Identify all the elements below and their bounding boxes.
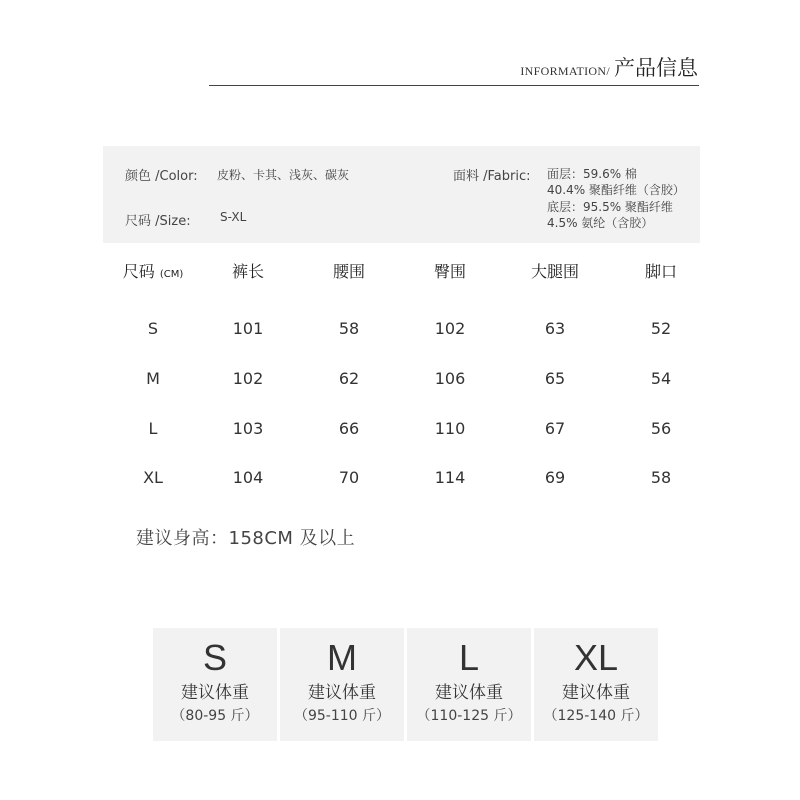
fabric-line-1: 面层：59.6% 棉: [547, 167, 637, 181]
color-row: [125, 165, 198, 184]
size-range-label: 尺码 /Size:: [125, 214, 191, 229]
cell-hip: 106: [434, 369, 466, 388]
card-size: M: [327, 637, 357, 678]
color-label: 颜色 /Color:: [125, 169, 198, 184]
cell-length: 104: [232, 468, 264, 487]
card-label: 建议体重: [435, 683, 503, 703]
row-size: XL: [143, 468, 163, 487]
cell-hip: 114: [434, 468, 466, 487]
card-weight-range: （110-125 斤）: [416, 708, 522, 724]
card-weight-range: （80-95 斤）: [171, 708, 259, 724]
section-title: [520, 52, 698, 82]
column-header-thigh: 大腿围: [530, 262, 579, 281]
cell-length: 102: [232, 369, 264, 388]
cell-hem: 52: [650, 319, 672, 338]
fabric-line-4: 4.5% 氨纶（含胶）: [547, 216, 654, 230]
section-title-en: INFORMATION/: [520, 64, 610, 78]
card-size: S: [202, 637, 227, 678]
card-weight-range: （95-110 斤）: [293, 708, 391, 724]
weight-recommendation-cards: [153, 628, 658, 741]
card-size: XL: [573, 637, 619, 678]
row-size: M: [146, 369, 160, 388]
table-row: [103, 309, 703, 349]
table-header-row: [103, 252, 703, 292]
column-header-length: 裤长: [231, 262, 264, 281]
weight-card-xl: [534, 628, 658, 741]
cell-thigh: 63: [544, 319, 566, 338]
title-divider: [209, 85, 699, 86]
cell-hem: 58: [650, 468, 672, 487]
card-label: 建议体重: [181, 683, 249, 703]
weight-card-m: [280, 628, 404, 741]
cell-length: 101: [232, 319, 264, 338]
cell-hip: 110: [434, 419, 466, 438]
product-info-panel: [103, 146, 700, 243]
column-header-waist: 腰围: [332, 262, 365, 281]
cell-hem: 56: [650, 419, 672, 438]
table-row: [103, 359, 703, 399]
cell-thigh: 65: [544, 369, 566, 388]
size-header-label: 尺码: [122, 262, 155, 281]
column-header-hip: 臀围: [433, 262, 466, 281]
suggested-height: 建议身高：158CM 及以上: [136, 528, 356, 549]
cell-waist: 70: [338, 468, 360, 487]
cell-waist: 66: [338, 419, 360, 438]
table-row: [103, 458, 703, 498]
fabric-line-2: 40.4% 聚酯纤维（含胶）: [547, 183, 685, 197]
cell-thigh: 69: [544, 468, 566, 487]
cell-hip: 102: [434, 319, 466, 338]
section-title-cn: 产品信息: [614, 56, 698, 80]
cell-length: 103: [232, 419, 264, 438]
card-label: 建议体重: [308, 683, 376, 703]
card-weight-range: （125-140 斤）: [543, 708, 649, 724]
table-row: [103, 409, 703, 449]
fabric-line-3: 底层：95.5% 聚酯纤维: [547, 200, 673, 214]
card-label: 建议体重: [562, 683, 630, 703]
size-column-header: [103, 252, 203, 295]
weight-card-l: [407, 628, 531, 741]
cell-hem: 54: [650, 369, 672, 388]
color-value: 皮粉、卡其、浅灰、碳灰: [217, 168, 350, 182]
cell-waist: 58: [338, 319, 360, 338]
fabric-label: 面料 /Fabric:: [453, 169, 531, 184]
cell-waist: 62: [338, 369, 360, 388]
weight-card-s: [153, 628, 277, 741]
size-range-row: [125, 210, 191, 229]
cell-thigh: 67: [544, 419, 566, 438]
row-size: L: [148, 419, 158, 438]
column-header-hem: 脚口: [644, 262, 677, 281]
size-header-unit: (CM): [159, 269, 184, 280]
card-size: L: [458, 637, 480, 678]
size-range-value: S-XL: [220, 210, 247, 224]
row-size: S: [147, 319, 159, 338]
